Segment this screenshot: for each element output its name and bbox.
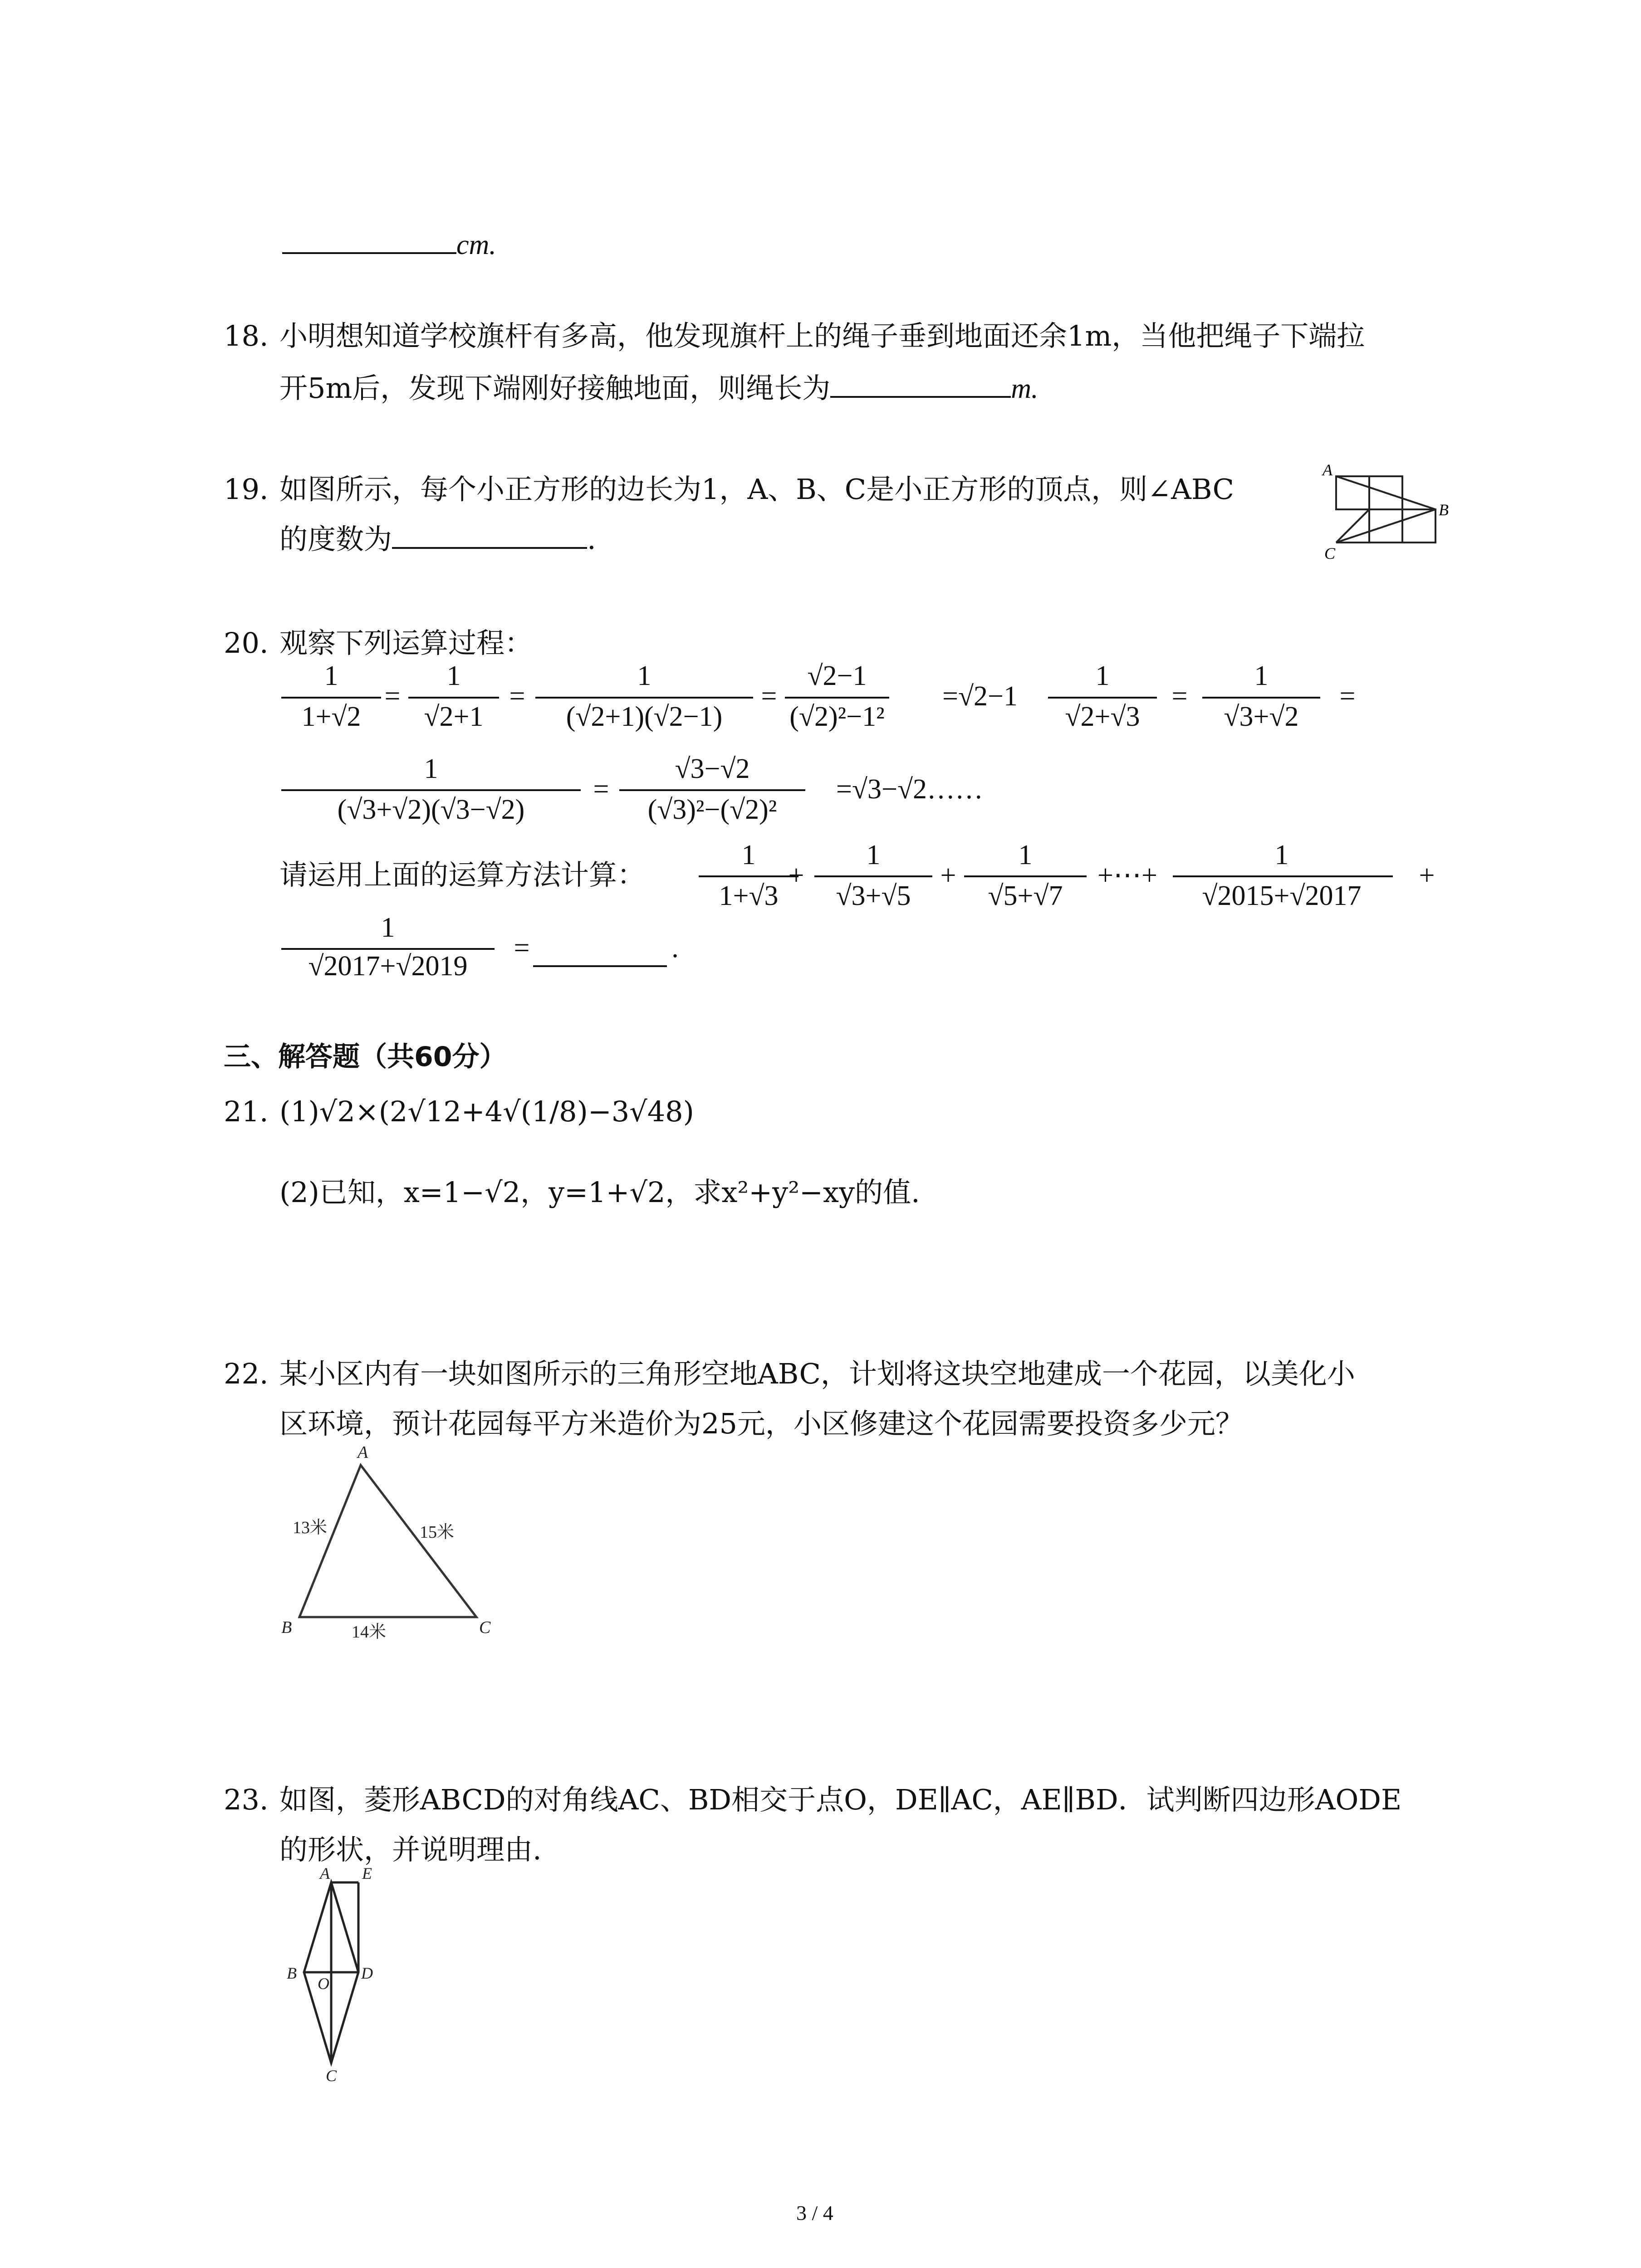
q23-rhombus-figure xyxy=(272,1864,417,2082)
q23-line1: 如图，菱形ABCD的对角线AC、BD相交于点O，DE∥AC，AE∥BD．试判断四边形AODE xyxy=(279,1783,1402,1816)
q19-line2 xyxy=(279,523,596,556)
q20-number: 20. xyxy=(224,626,269,660)
q22-label-a: A xyxy=(358,1443,368,1462)
q20-r1-tail: = xyxy=(1339,681,1356,712)
q18-blank[interactable] xyxy=(830,396,1011,398)
q20-r2-f2-den: (√3)²−(√2)² xyxy=(647,794,777,825)
q22-line2: 区环境，预计花园每平方米造价为25元，小区修建这个花园需要投资多少元？ xyxy=(279,1407,1244,1440)
q20-r4-end: . xyxy=(671,933,679,963)
q18-number: 18. xyxy=(224,319,269,352)
q19-period: . xyxy=(587,523,596,556)
q23-label-c: C xyxy=(326,2067,337,2082)
q20-r3-prefix: 请运用上面的运算方法计算： xyxy=(279,860,646,891)
q19-line1: 如图所示，每个小正方形的边长为1，A、B、C是小正方形的顶点，则∠ABC xyxy=(279,473,1234,506)
q19-label-b: B xyxy=(1439,501,1449,519)
q22-label-b: B xyxy=(281,1618,292,1637)
q20-r4-f1-den: √2017+√2019 xyxy=(308,951,468,980)
q23-line2: 的形状，并说明理由. xyxy=(279,1833,542,1866)
q23-label-d: D xyxy=(361,1964,373,1982)
q20-r1-f1-den: 1+√2 xyxy=(301,701,361,732)
section3-title: 三、解答题（共60分） xyxy=(224,1041,507,1073)
q19-number: 19. xyxy=(224,473,269,506)
q23-label-e: E xyxy=(362,1864,372,1882)
q20-r3-f4-num: 1 xyxy=(1274,840,1289,870)
q20-intro: 观察下列运算过程： xyxy=(279,626,533,660)
q20-r1-result: =√2−1 xyxy=(942,681,1018,712)
q20-r3-f2-num: 1 xyxy=(866,840,881,870)
q23-label-o: O xyxy=(318,1975,329,1993)
q20-r1-f5-den: √2+√3 xyxy=(1065,701,1140,732)
q22-triangle-figure xyxy=(272,1442,508,1647)
q20-r3-f1-num: 1 xyxy=(741,840,756,870)
q21-part2: (2)已知，x=1−√2，y=1+√2，求x²+y²−xy的值. xyxy=(279,1176,920,1209)
q19-blank[interactable] xyxy=(392,547,587,549)
q20-r1-f4-num: √2−1 xyxy=(807,660,867,691)
q20-r2-eq1: = xyxy=(593,774,609,805)
q20-r1-f2-num: 1 xyxy=(446,660,461,691)
q19-label-a: A xyxy=(1323,461,1332,479)
q20-r1-eq2: = xyxy=(509,681,525,712)
q23-number: 23. xyxy=(224,1783,269,1816)
q19-line2-text: 的度数为 xyxy=(279,523,392,556)
q20-r3-f2-den: √3+√5 xyxy=(836,880,911,911)
q20-r3-dots: +⋯+ xyxy=(1097,860,1157,891)
q20-r1-f4-den: (√2)²−1² xyxy=(789,701,885,732)
q20-r3-f3-num: 1 xyxy=(1018,840,1033,870)
q21-number: 21. xyxy=(224,1095,269,1128)
q22-number: 22. xyxy=(224,1357,269,1390)
q21-part1: (1)√2×(2√12+4√(1/8)−3√48) xyxy=(279,1095,694,1128)
q20-derivation xyxy=(272,653,1452,980)
q20-r3-f1-den: 1+√3 xyxy=(719,880,779,911)
q20-r2-f1-num: 1 xyxy=(424,753,438,784)
q22-label-bc: 14米 xyxy=(352,1623,387,1642)
q20-r4-f1-num: 1 xyxy=(381,912,395,943)
q22-label-c: C xyxy=(479,1618,491,1637)
q20-r1-f2-den: √2+1 xyxy=(424,701,484,732)
q20-r1-eq3: = xyxy=(761,681,777,712)
q20-r3-f3-den: √5+√7 xyxy=(988,880,1063,911)
q20-r3-plus1: + xyxy=(788,860,804,891)
q23-label-a: A xyxy=(320,1864,330,1882)
q22-line1: 某小区内有一块如图所示的三角形空地ABC，计划将这块空地建成一个花园，以美化小 xyxy=(279,1357,1355,1390)
q20-r2-f2-num: √3−√2 xyxy=(675,753,750,784)
q19-label-c: C xyxy=(1324,544,1336,562)
q20-r3-f4-den: √2015+√2017 xyxy=(1202,880,1362,911)
q20-r2-f1-den: (√3+√2)(√3−√2) xyxy=(337,794,525,825)
q20-r3-plus2: + xyxy=(940,860,956,891)
q17-unit: cm. xyxy=(456,230,496,260)
q19-grid-figure xyxy=(1318,458,1454,572)
q20-r1-eq4: = xyxy=(1171,681,1188,712)
q20-r3-plus3: + xyxy=(1419,860,1435,891)
q18-line2 xyxy=(279,371,1038,405)
q20-r1-f5-num: 1 xyxy=(1095,660,1110,691)
q18-line2-text: 开5m后，发现下端刚好接触地面，则绳长为 xyxy=(279,371,831,405)
q20-r1-f3-num: 1 xyxy=(637,660,652,691)
q20-r2-result: =√3−√2…… xyxy=(836,774,983,805)
q23-label-b: B xyxy=(287,1964,297,1982)
q20-r1-f1-num: 1 xyxy=(324,660,338,691)
page-number: 3 / 4 xyxy=(796,2201,833,2224)
q20-r1-f6-den: √3+√2 xyxy=(1224,701,1299,732)
q22-label-ac: 15米 xyxy=(420,1523,455,1542)
q20-r1-f3-den: (√2+1)(√2−1) xyxy=(566,701,723,732)
q18-unit: m. xyxy=(1011,373,1038,404)
q20-r4-eq: = xyxy=(514,933,530,963)
q22-label-ab: 13米 xyxy=(293,1518,328,1537)
q18-line1: 小明想知道学校旗杆有多高，他发现旗杆上的绳子垂到地面还余1m，当他把绳子下端拉 xyxy=(279,319,1365,352)
q17-blank[interactable] xyxy=(282,252,456,254)
q20-r1-f6-num: 1 xyxy=(1254,660,1269,691)
q20-r1-eq1: = xyxy=(384,681,401,712)
q17-answer-line xyxy=(282,230,496,259)
